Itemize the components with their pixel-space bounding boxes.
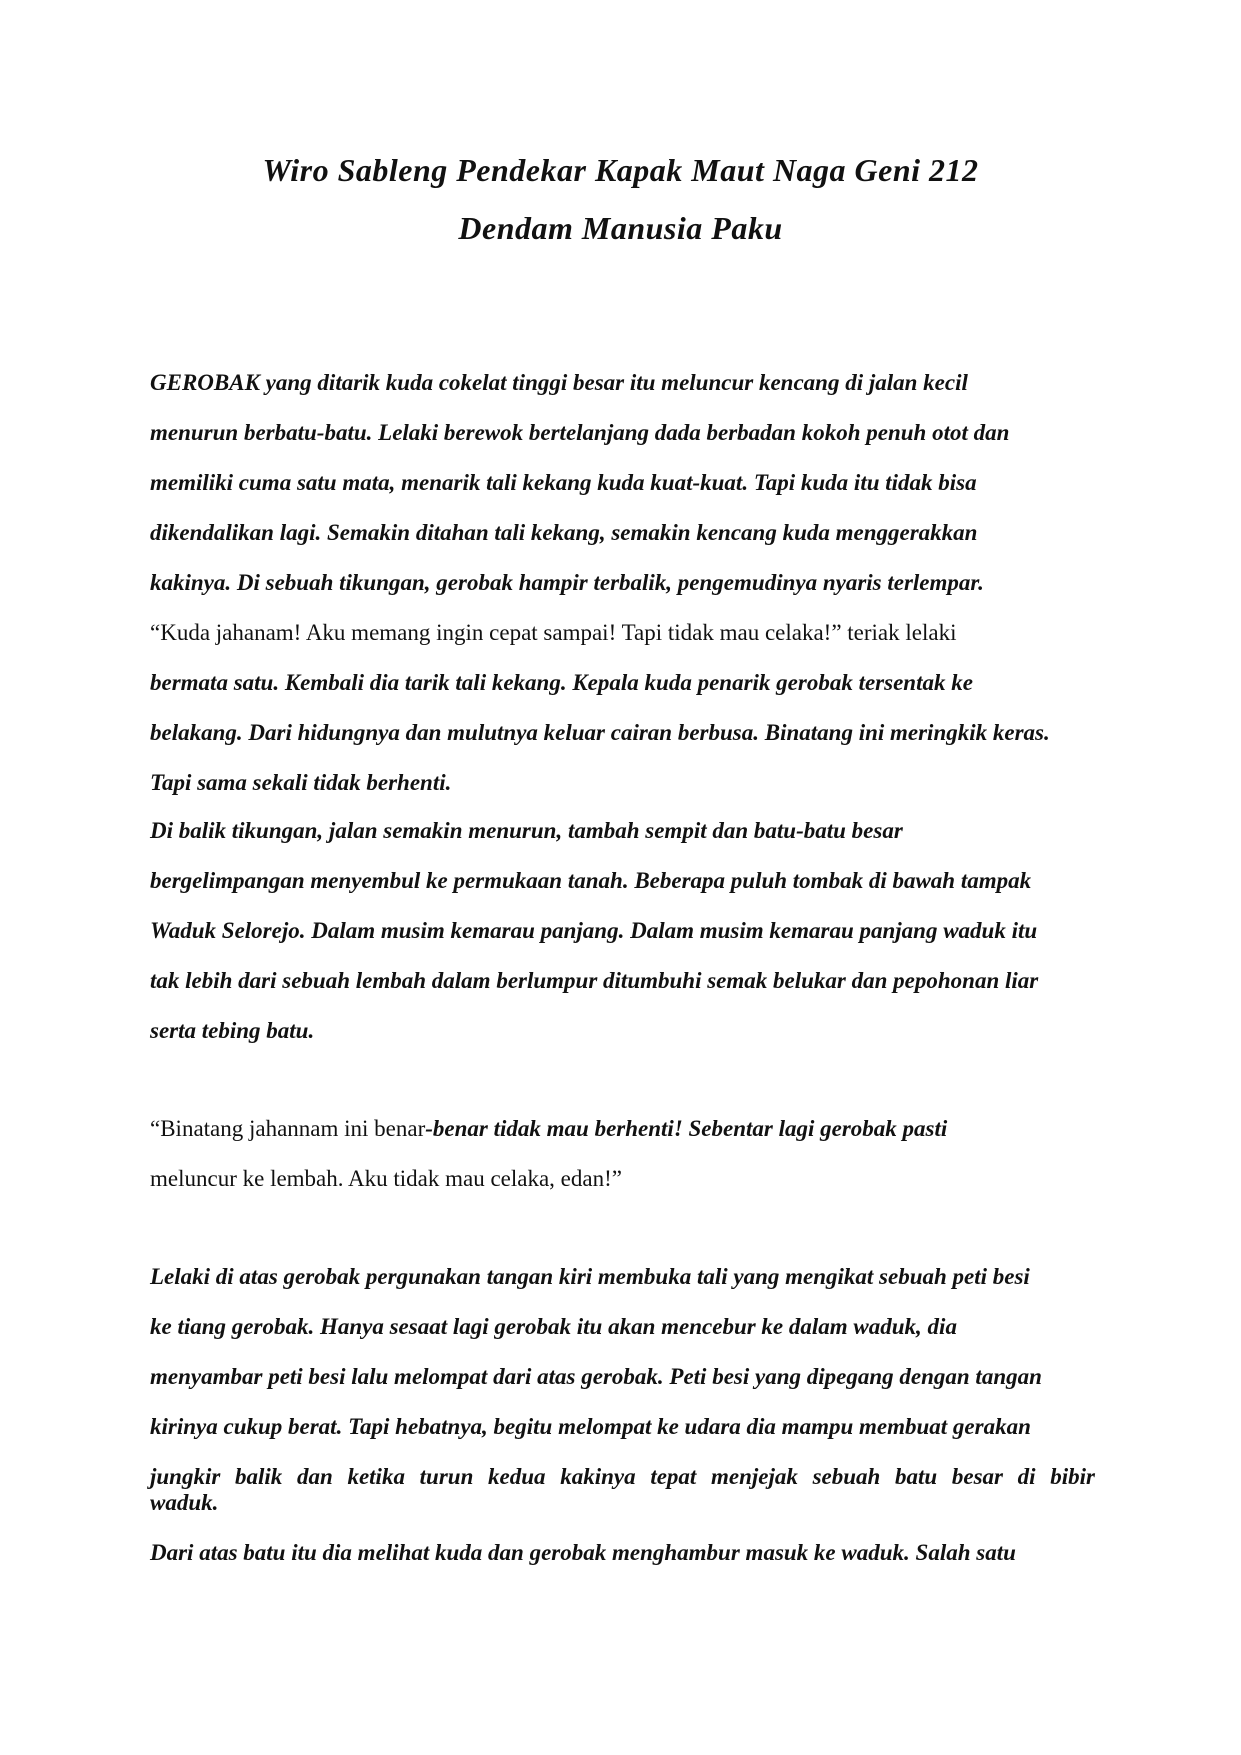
text-line: “Kuda jahanam! Aku memang ingin cepat sampai! Tapi tidak mau celaka!” teriak lelaki xyxy=(150,620,957,645)
text-line: Waduk Selorejo. Dalam musim kemarau panjang. Dalam musim kemarau panjang waduk itu xyxy=(150,918,1038,943)
text-line: dikendalikan lagi. Semakin ditahan tali kekang, semakin kencang kuda menggerakkan xyxy=(150,520,978,545)
text-line: Dari atas batu itu dia melihat kuda dan gerobak menghambur masuk ke waduk. Salah satu xyxy=(150,1540,1016,1565)
text-line: tak lebih dari sebuah lembah dalam berlumpur ditumbuhi semak belukar dan pepohonan liar xyxy=(150,968,1039,993)
text-line-mixed xyxy=(150,1114,1095,1144)
text-line: jungkir balik dan ketika turun kedua kakinya tepat menjejak sebuah batu besar di bibir xyxy=(150,1464,1095,1489)
text-line: serta tebing batu. xyxy=(150,1018,315,1043)
text-line: belakang. Dari hidungnya dan mulutnya keluar cairan berbusa. Binatang ini meringkik keras. xyxy=(150,720,1050,745)
text-line: waduk. xyxy=(150,1490,219,1515)
text-line: meluncur ke lembah. Aku tidak mau celaka, edan!” xyxy=(150,1166,622,1191)
text-line: kakinya. Di sebuah tikungan, gerobak hampir terbalik, pengemudinya nyaris terlempar. xyxy=(150,570,984,595)
text-line: bergelimpangan menyembul ke permukaan tanah. Beberapa puluh tombak di bawah tampak xyxy=(150,868,1032,893)
text-line: menyambar peti besi lalu melompat dari atas gerobak. Peti besi yang dipegang dengan tangan xyxy=(150,1364,1042,1389)
text-line: menurun berbatu-batu. Lelaki berewok bertelanjang dada berbadan kokoh penuh otot dan xyxy=(150,420,1010,445)
text-segment: “Binatang jahannam ini benar xyxy=(150,1116,426,1141)
text-line: memiliki cuma satu mata, menarik tali kekang kuda kuat-kuat. Tapi kuda itu tidak bisa xyxy=(150,470,977,495)
document-title: Wiro Sableng Pendekar Kapak Maut Naga Geni 212 xyxy=(262,152,979,188)
text-line: bermata satu. Kembali dia tarik tali kekang. Kepala kuda penarik gerobak tersentak ke xyxy=(150,670,973,695)
text-line: GEROBAK yang ditarik kuda cokelat tinggi besar itu meluncur kencang di jalan kecil xyxy=(150,370,968,395)
text-line: Lelaki di atas gerobak pergunakan tangan kiri membuka tali yang mengikat sebuah peti besi xyxy=(150,1264,1030,1289)
document-subtitle: Dendam Manusia Paku xyxy=(458,210,783,246)
text-line: kirinya cukup berat. Tapi hebatnya, begitu melompat ke udara dia mampu membuat gerakan xyxy=(150,1414,1031,1439)
text-line: Tapi sama sekali tidak berhenti. xyxy=(150,770,452,795)
text-line: ke tiang gerobak. Hanya sesaat lagi gerobak itu akan mencebur ke dalam waduk, dia xyxy=(150,1314,957,1339)
text-line: Di balik tikungan, jalan semakin menurun, tambah sempit dan batu-batu besar xyxy=(150,818,903,843)
text-segment: -benar tidak mau berhenti! Sebentar lagi gerobak pasti xyxy=(425,1116,948,1141)
